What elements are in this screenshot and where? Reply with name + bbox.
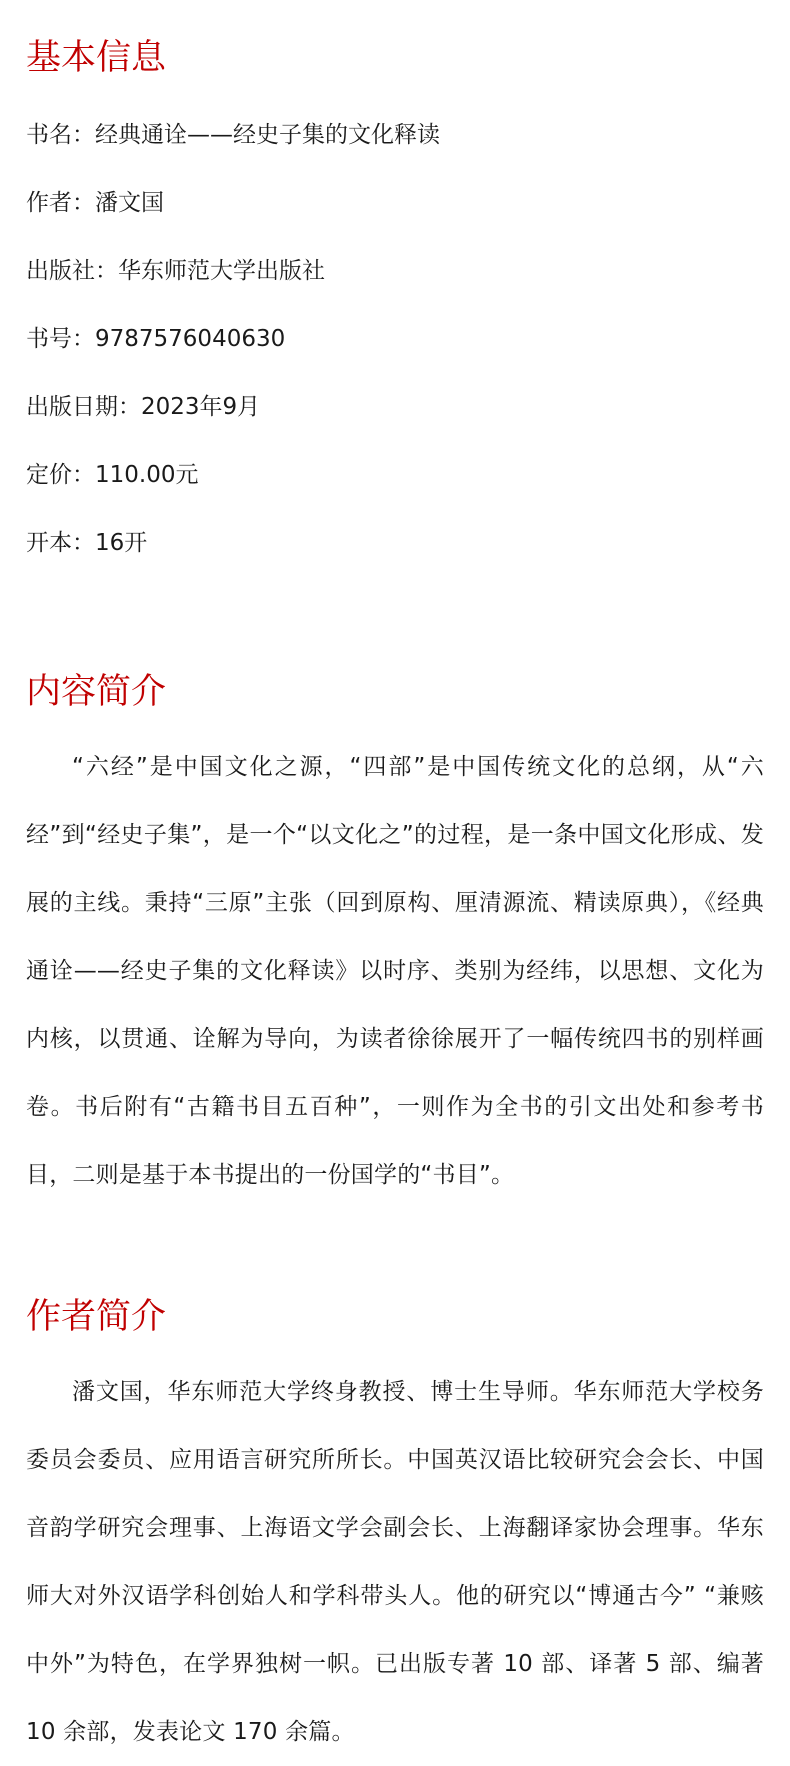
info-value: 110.00元 (95, 462, 199, 488)
info-item-publisher (26, 237, 764, 305)
basic-info-list (26, 101, 764, 577)
info-item-title (26, 101, 764, 169)
info-item-format (26, 509, 764, 577)
info-value: 9787576040630 (95, 326, 286, 352)
info-label: 定价： (26, 462, 95, 488)
content-intro-text: “六经”是中国文化之源，“四部”是中国传统文化的总纲，从“六经”到“经史子集”，是一个“以文化之”的过程，是一条中国文化形成、发展的主线。秉持“三原”主张（回到原构、厘清源流、精读原典），《经典通诠——经史子集的文化释读》以时序、类别为经纬，以思想、文化为内核，以贯通、诠解为导向，为读者徐徐展开了一幅传统四书的别样画卷。书后附有“古籍书目五百种”，一则作为全书的引文出处和参考书目，二则是基于本书提出的一份国学的“书目”。 (26, 754, 764, 1188)
info-value: 潘文国 (95, 190, 164, 216)
content-intro-heading: 内容简介 (26, 672, 167, 712)
info-label: 开本： (26, 530, 95, 556)
info-label: 出版社： (26, 258, 118, 284)
info-item-price (26, 441, 764, 509)
info-value: 华东师范大学出版社 (118, 258, 325, 284)
info-value: 经典通诠——经史子集的文化释读 (95, 122, 440, 148)
basic-info-heading: 基本信息 (26, 38, 167, 78)
info-value: 16开 (95, 530, 148, 556)
info-item-publish-date (26, 373, 764, 441)
info-value: 2023年9月 (141, 394, 261, 420)
info-item-author (26, 169, 764, 237)
author-intro-text: 潘文国，华东师范大学终身教授、博士生导师。华东师范大学校务委员会委员、应用语言研究所所长。中国英汉语比较研究会会长、中国音韵学研究会理事、上海语文学会副会长、上海翻译家协会理事。华东师大对外汉语学科创始人和学科带头人。他的研究以“博通古今” “兼赅中外”为特色，在学界独树一帜。已出版专著 10 部、译著 5 部、编著 10 余部，发表论文 170 余篇。 (26, 1379, 764, 1745)
info-label: 作者： (26, 190, 95, 216)
info-item-isbn (26, 305, 764, 373)
info-label: 书名： (26, 122, 95, 148)
author-intro-heading: 作者简介 (26, 1297, 167, 1337)
info-label: 书号： (26, 326, 95, 352)
info-label: 出版日期： (26, 394, 141, 420)
